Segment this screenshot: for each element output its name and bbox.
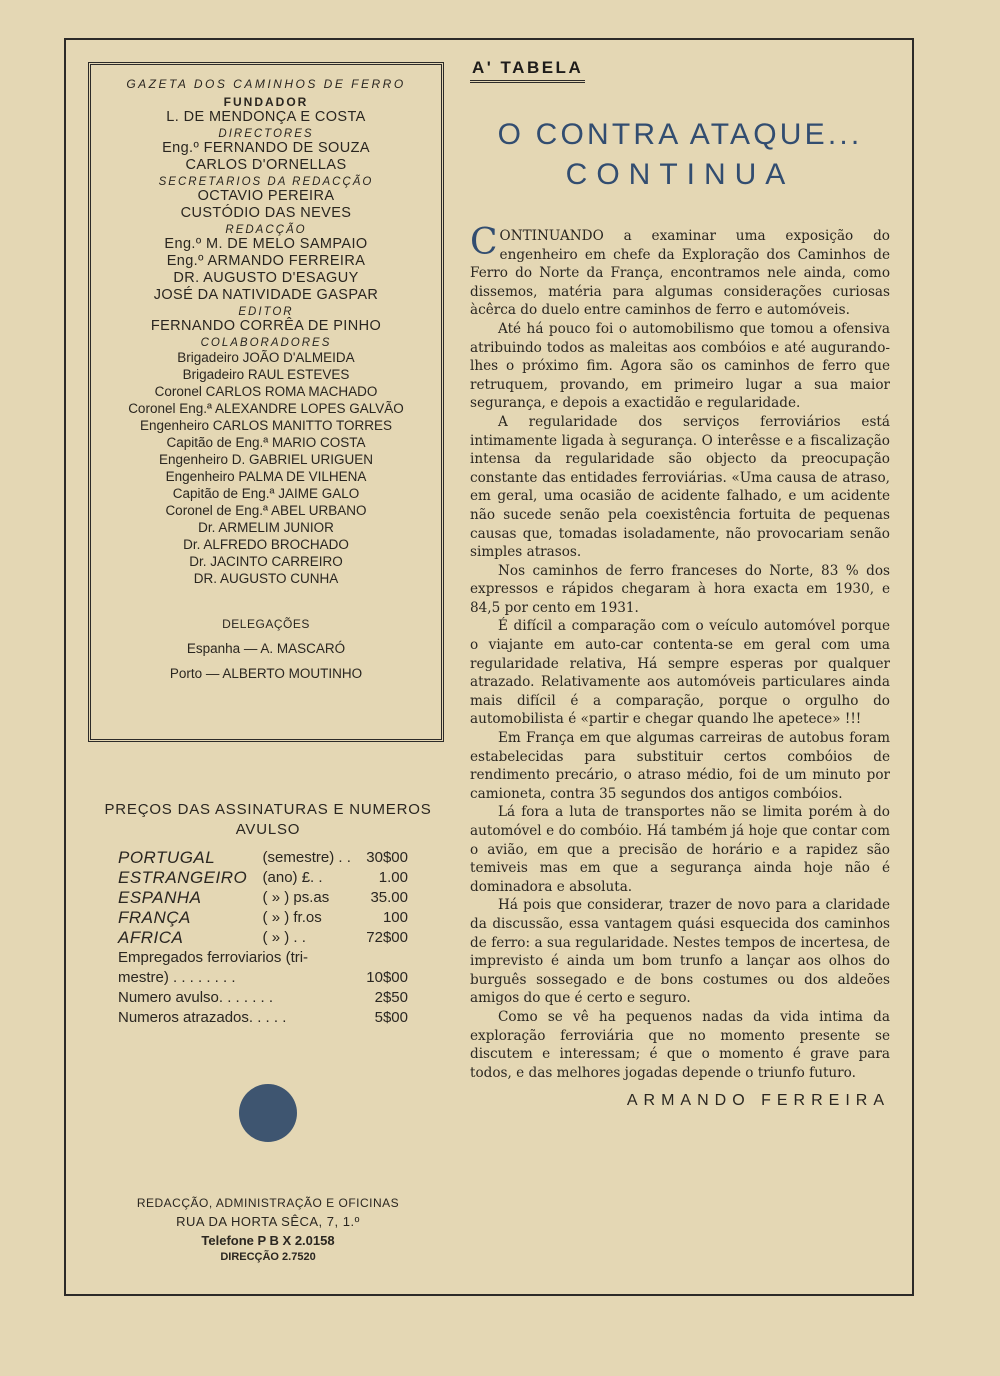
redaccao-name: Eng.º ARMANDO FERREIRA: [166, 253, 366, 269]
price-label: Numero avulso. . . . . . .: [118, 989, 274, 1006]
price-value: 72$00: [366, 929, 408, 946]
price-row: [118, 888, 408, 908]
admin-phone: Telefone P B X 2.0158: [201, 1233, 335, 1248]
ink-seal: [239, 1084, 297, 1142]
price-value: 35.00: [370, 889, 408, 906]
director-name: Eng.º FERNANDO DE SOUZA: [162, 140, 370, 156]
article-body: [470, 222, 890, 1082]
masthead: GAZETA DOS CAMINHOS DE FERRO: [126, 77, 406, 91]
headline-line: CONTINUA: [565, 158, 795, 191]
directors-label: DIRECTORES: [218, 128, 314, 140]
price-table: [118, 848, 408, 1028]
price-row: [118, 868, 408, 888]
editor-name: FERNANDO CORRÊA DE PINHO: [150, 318, 382, 334]
paragraph-text: ONTINUANDO a examinar uma exposição do engenheiro em chefe da Exploração dos Caminhos de Ferro do Norte da França, encontramos nele ainda, como dissemos, matéria para algumas considerações curiosas àcêrca do duelo entre caminhos de ferro e automóveis.: [470, 228, 890, 319]
right-column: [470, 58, 890, 1110]
article-paragraph: Nos caminhos de ferro franceses do Norte, 83 % dos expressos e rápidos chegaram à hora exacta em 1930, e 84,5 por cento em 1931.: [470, 562, 890, 616]
article-paragraph: Há pois que considerar, trazer de novo para a claridade da discussão, essa vantagem quási esquecida dos caminhos de ferro: a sua regularidade. Nestes tempos de incertesa, de imprevisto é ainda um bom trunfo a lançar aos olhos do burguês sossegado e de bons costumes ou dos aldeões amigos do que é certo e seguro.: [470, 897, 890, 1007]
headline: [470, 115, 890, 195]
collaborator-name: Dr. ALFREDO BROCHADO: [183, 537, 349, 552]
collaborators-label: COLABORADORES: [200, 337, 332, 349]
collaborator-name: Engenheiro PALMA DE VILHENA: [165, 469, 367, 484]
drop-cap: C: [470, 222, 498, 263]
secretary-name: OCTAVIO PEREIRA: [197, 188, 335, 204]
price-label: mestre) . . . . . . . .: [118, 969, 236, 986]
price-note: (semestre) . .: [262, 849, 351, 866]
secretary-name: CUSTÓDIO DAS NEVES: [180, 205, 352, 221]
section-title: A' TABELA: [470, 58, 585, 83]
price-value: 2$50: [374, 989, 408, 1006]
article-paragraph: Até há pouco foi o automobilismo que tomou a ofensiva atribuindo todos as maleitas aos combóios e até augurando-lhes o próximo fim. Agora são os caminhos de ferro que retruquem, provando, em primeiro lugar a sua maior segurança, e depois a exactidão e regularidade.: [470, 320, 890, 412]
price-value: 5$00: [374, 1009, 408, 1026]
price-row: [118, 908, 408, 928]
article-paragraph: Como se vê ha pequenos nadas da vida intima da exploração ferroviária que no momento presente se discutem e interessam; é que o momento é grave para todos, e das melhores jogadas depende o triunfo futuro.: [470, 1008, 890, 1081]
collaborator-name: Capitão de Eng.ª JAIME GALO: [172, 486, 360, 501]
collaborator-name: Engenheiro CARLOS MANITTO TORRES: [139, 418, 393, 433]
staff-box: [88, 62, 444, 742]
collaborator-name: Brigadeiro JOÃO D'ALMEIDA: [177, 350, 355, 365]
author-signature: ARMANDO FERREIRA: [626, 1092, 890, 1110]
article-paragraph: A regularidade dos serviços ferroviários está intimamente ligada à segurança. O interêsse e a fiscalização intensa da regularidade são objecto da preocupação constante das entidades ferroviárias. «Uma causa de atraso, em geral, uma ocasião de acidente falhado, e um acidente não sucede senão pela coexistência fortuita de pequenas causas que, tomadas isoladamente, não provocariam senão simples atrasos.: [470, 413, 890, 561]
price-row: [118, 988, 408, 1008]
collaborator-name: Engenheiro D. GABRIEL URIGUEN: [158, 452, 374, 467]
collaborator-name: Coronel Eng.ª ALEXANDRE LOPES GALVÃO: [128, 401, 404, 416]
founder-label: FUNDADOR: [223, 95, 309, 109]
article-paragraph: É difícil a comparação com o veículo automóvel porque o viajante em auto-car contenta-se em geral com uma regularidade relativa, Há sempre esperas por qualquer atrazado. Relativamente aos automóveis particulares ainda mais difícil é a comparação, porque o orgulho do automobilista é «partir e chegar quando lhe apetece» !!!: [470, 618, 890, 728]
price-label: AFRICA: [118, 928, 184, 947]
redaccao-name: DR. AUGUSTO D'ESAGUY: [173, 270, 359, 286]
price-row: [118, 968, 408, 988]
article-paragraph: [470, 222, 890, 320]
price-row: [118, 948, 408, 968]
price-note: ( » ) fr.os: [262, 909, 322, 926]
price-row: [118, 928, 408, 948]
price-row: [118, 848, 408, 868]
delegations-label: DELEGAÇÕES: [222, 617, 310, 631]
collaborator-name: Dr. ARMELIM JUNIOR: [198, 520, 334, 535]
delegation-entry: Espanha — A. MASCARÓ: [186, 641, 346, 656]
secretaries-label: SECRETARIOS DA REDACÇÃO: [158, 176, 374, 188]
article-paragraph: Lá fora a luta de transportes não se limita porém à do automóvel e do combóio. Há também já hoje que contar com o avião, em que a precisão de horário e a rapidez são temiveis mas em que a segurança ainda hoje não é dominadora e absoluta.: [470, 804, 890, 895]
delegation-entry: Porto — ALBERTO MOUTINHO: [169, 666, 363, 681]
director-name: CARLOS D'ORNELLAS: [185, 157, 347, 173]
price-label: Empregados ferroviarios (tri-: [118, 949, 309, 966]
collaborator-name: DR. AUGUSTO CUNHA: [193, 571, 339, 586]
prices-title: AVULSO: [235, 821, 301, 838]
headline-line: O CONTRA ATAQUE...: [497, 118, 863, 151]
price-row: [118, 1008, 408, 1028]
admin-address-line: RUA DA HORTA SÊCA, 7, 1.º: [176, 1214, 360, 1229]
collaborator-name: Capitão de Eng.ª MARIO COSTA: [166, 435, 366, 450]
subscription-prices: [88, 800, 448, 1028]
price-label: PORTUGAL: [118, 848, 216, 867]
collaborator-name: Coronel CARLOS ROMA MACHADO: [154, 384, 378, 399]
price-label: ESTRANGEIRO: [118, 868, 248, 887]
admin-direction-phone: DIRECÇÃO 2.7520: [220, 1251, 316, 1263]
left-column: [88, 62, 448, 1263]
price-value: [361, 948, 408, 968]
prices-title: PREÇOS DAS ASSINATURAS E NUMEROS: [104, 801, 432, 818]
admin-line: REDACÇÃO, ADMINISTRAÇÃO E OFICINAS: [136, 1196, 400, 1210]
collaborator-name: Dr. JACINTO CARREIRO: [189, 554, 343, 569]
redaccao-name: JOSÉ DA NATIVIDADE GASPAR: [153, 287, 379, 303]
price-note: (ano) £. .: [262, 869, 323, 886]
price-label: ESPANHA: [118, 888, 202, 907]
editor-label: EDITOR: [238, 306, 294, 318]
price-value: 30$00: [366, 849, 408, 866]
price-value: 100: [382, 909, 408, 926]
price-value: 10$00: [366, 969, 408, 986]
founder-name: L. DE MENDONÇA E COSTA: [166, 109, 366, 125]
collaborator-name: Brigadeiro RAUL ESTEVES: [182, 367, 350, 382]
collaborator-name: Coronel de Eng.ª ABEL URBANO: [165, 503, 367, 518]
price-label: Numeros atrazados. . . . .: [118, 1009, 287, 1026]
price-label: FRANÇA: [118, 908, 191, 927]
price-note: ( » ) ps.as: [262, 889, 330, 906]
article-paragraph: Em França em que algumas carreiras de autobus foram estabelecidas para substituir certos combóios de rendimento precário, o atraso médio, foi de um minuto por camioneta, contra 35 segundos dos antigos combóios.: [470, 730, 890, 802]
redaccao-name: Eng.º M. DE MELO SAMPAIO: [164, 236, 368, 252]
redaccao-label: REDACÇÃO: [225, 224, 307, 236]
price-value: 1.00: [378, 869, 408, 886]
price-note: ( » ) . .: [262, 929, 306, 946]
admin-address: [88, 1196, 448, 1263]
